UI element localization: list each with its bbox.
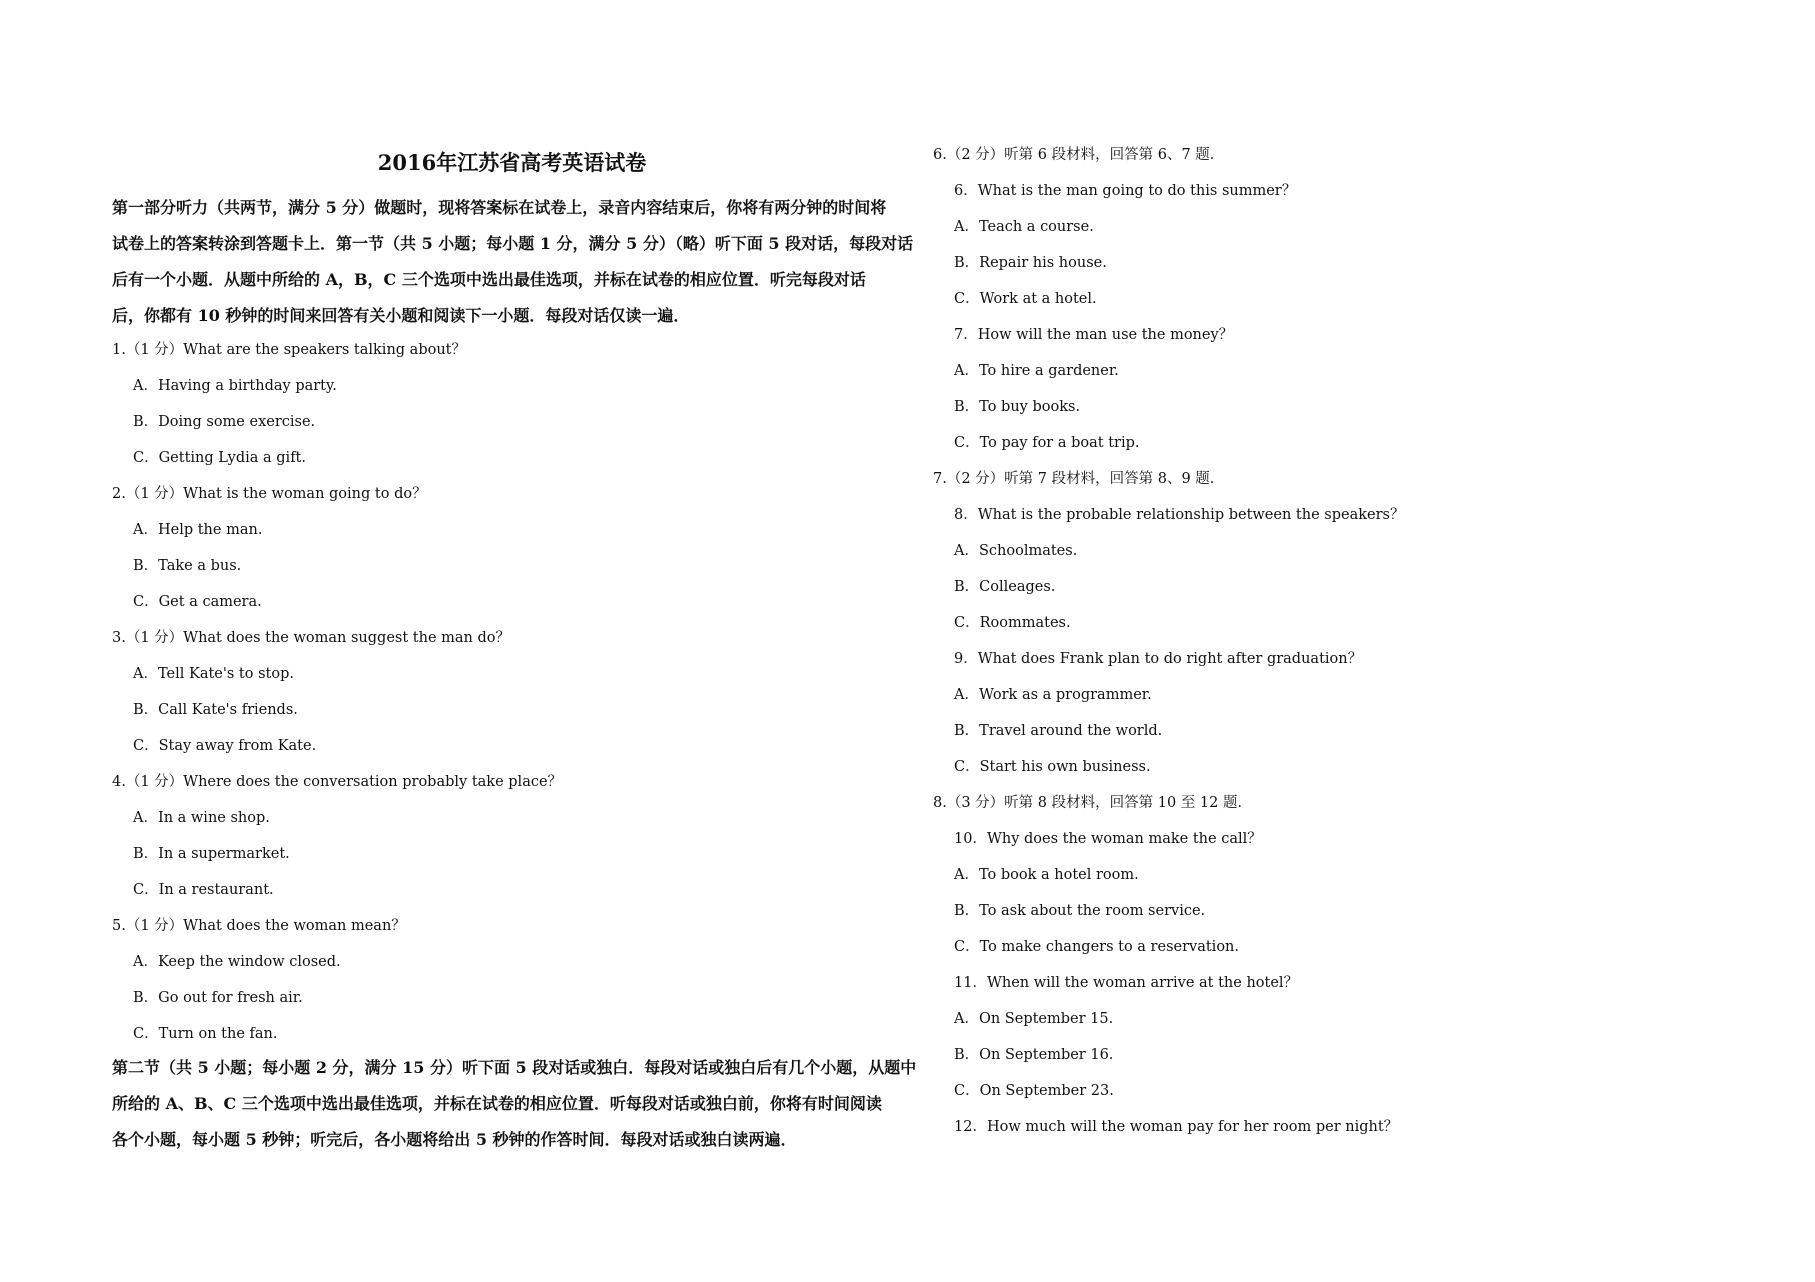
question-line: 10．Why does the woman make the call？	[954, 831, 1262, 847]
answer-option: B．In a supermarket.	[133, 846, 290, 862]
question-group-header: 7.（2 分）听第 7 段材料，回答第 8、9 题．	[933, 471, 1225, 487]
question-line: A．On September 15.	[954, 1011, 1114, 1027]
question-line: B．Travel around the world.	[954, 723, 1163, 739]
part1-intro-line: 第一部分听力（共两节，满分 5 分）做题时，现将答案标在试卷上，录音内容结束后，你将有两分钟的时间将	[112, 198, 887, 217]
question-stem: 3.（1 分）What does the woman suggest the man do？	[112, 630, 510, 646]
part2-intro-line: 所给的 A、B、C 三个选项中选出最佳选项，并标在试卷的相应位置．听每段对话或独白前，你将有时间阅读	[112, 1094, 882, 1113]
question-line: B．To ask about the room service.	[954, 903, 1206, 919]
question-line: A．Schoolmates.	[954, 543, 1078, 559]
question-stem: 1.（1 分）What are the speakers talking about？	[112, 342, 466, 358]
question-stem: 2.（1 分）What is the woman going to do？	[112, 486, 427, 502]
question-stem: 4.（1 分）Where does the conversation probably take place？	[112, 774, 563, 790]
answer-option: B．Call Kate's friends.	[133, 702, 298, 718]
question-line: 11．When will the woman arrive at the hotel？	[954, 975, 1299, 991]
answer-option: A．Help the man.	[133, 522, 263, 538]
question-line: A．Work as a programmer.	[954, 687, 1152, 703]
answer-option: C．Getting Lydia a gift.	[133, 450, 306, 466]
question-line: B．Colleages.	[954, 579, 1056, 595]
question-group-header: 8.（3 分）听第 8 段材料，回答第 10 至 12 题．	[933, 795, 1252, 811]
question-line: C．To make changers to a reservation.	[954, 939, 1240, 955]
question-stem: 5.（1 分）What does the woman mean？	[112, 918, 406, 934]
answer-option: A．In a wine shop.	[133, 810, 270, 826]
answer-option: A．Keep the window closed.	[133, 954, 341, 970]
answer-option: C．Turn on the fan.	[133, 1026, 278, 1042]
answer-option: B．Take a bus.	[133, 558, 242, 574]
question-line: 9．What does Frank plan to do right after graduation？	[954, 651, 1363, 667]
part1-intro-line: 后，你都有 10 秒钟的时间来回答有关小题和阅读下一小题．每段对话仅读一遍．	[112, 306, 690, 325]
question-line: B．Repair his house.	[954, 255, 1107, 271]
question-line: A．Teach a course.	[954, 219, 1094, 235]
question-line: 7．How will the man use the money？	[954, 327, 1234, 343]
question-line: C．Start his own business.	[954, 759, 1151, 775]
part2-intro-line: 各个小题，每小题 5 秒钟；听完后，各小题将给出 5 秒钟的作答时间．每段对话或独白读两遍．	[112, 1130, 797, 1149]
answer-option: A．Tell Kate's to stop.	[133, 666, 294, 682]
question-line: B．On September 16.	[954, 1047, 1114, 1063]
question-line: C．To pay for a boat trip.	[954, 435, 1140, 451]
question-group-header: 6.（2 分）听第 6 段材料，回答第 6、7 题．	[933, 147, 1225, 163]
question-line: B．To buy books.	[954, 399, 1081, 415]
question-line: 6．What is the man going to do this summer？	[954, 183, 1297, 199]
part2-intro-line: 第二节（共 5 小题；每小题 2 分，满分 15 分）听下面 5 段对话或独白．每段对话或独白后有几个小题，从题中	[112, 1058, 917, 1077]
page-title: 2016年江苏省高考英语试卷	[377, 150, 647, 175]
question-line: C．Roommates.	[954, 615, 1071, 631]
question-line: 8．What is the probable relationship between the speakers？	[954, 507, 1405, 523]
answer-option: C．In a restaurant.	[133, 882, 274, 898]
part1-intro-line: 后有一个小题．从题中所给的 A，B，C 三个选项中选出最佳选项，并标在试卷的相应位置．听完每段对话	[112, 270, 866, 289]
question-line: C．Work at a hotel.	[954, 291, 1097, 307]
answer-option: B．Go out for fresh air.	[133, 990, 303, 1006]
answer-option: A．Having a birthday party.	[133, 378, 337, 394]
question-line: C．On September 23.	[954, 1083, 1114, 1099]
question-line: 12．How much will the woman pay for her room per night？	[954, 1119, 1399, 1135]
answer-option: C．Stay away from Kate.	[133, 738, 317, 754]
part1-intro-line: 试卷上的答案转涂到答题卡上．第一节（共 5 小题；每小题 1 分，满分 5 分）（略）听下面 5 段对话，每段对话	[112, 234, 914, 253]
question-line: A．To hire a gardener.	[954, 363, 1119, 379]
question-line: A．To book a hotel room.	[954, 867, 1139, 883]
answer-option: B．Doing some exercise.	[133, 414, 316, 430]
answer-option: C．Get a camera.	[133, 594, 262, 610]
